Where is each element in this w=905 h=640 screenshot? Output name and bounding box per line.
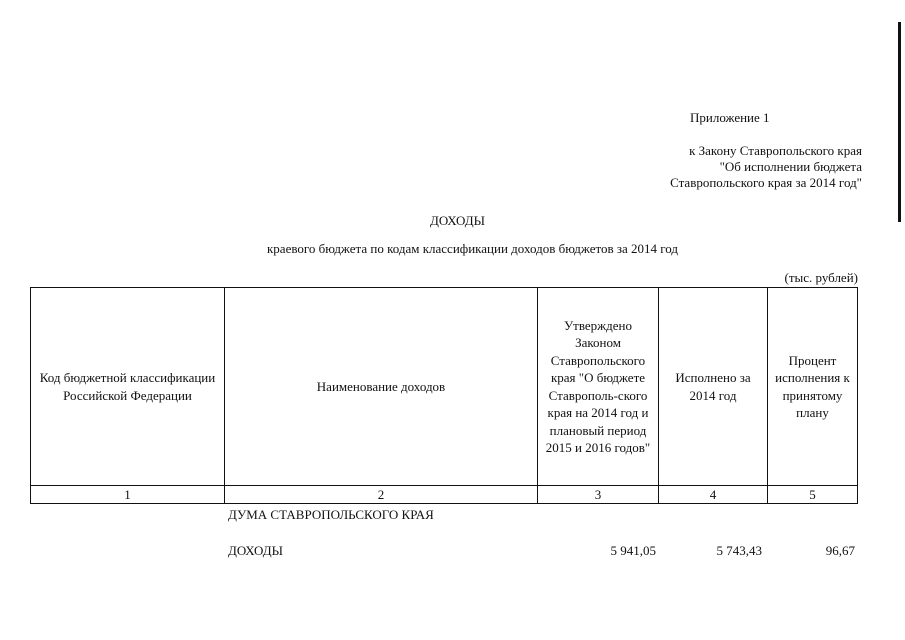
document-title: ДОХОДЫ xyxy=(430,213,485,228)
column-number: 1 xyxy=(31,486,225,504)
page-edge-mark xyxy=(898,22,901,222)
appendix-reference xyxy=(600,143,862,191)
column-number: 3 xyxy=(538,486,659,504)
revenue-table xyxy=(30,287,858,504)
column-number: 2 xyxy=(225,486,538,504)
section-heading: ДУМА СТАВРОПОЛЬСКОГО КРАЯ xyxy=(228,507,434,522)
header-approved: Утверждено Законом Ставропольского края "О бюджете Ставрополь-ского края на 2014 год и плановый период 2015 и 2016 годов" xyxy=(538,288,659,486)
appendix-line: "Об исполнении бюджета xyxy=(719,159,862,174)
header-percent: Процент исполнения к принятому плану xyxy=(768,288,858,486)
appendix-line: Ставропольского края за 2014 год" xyxy=(670,175,862,190)
header-executed: Исполнено за 2014 год xyxy=(659,288,768,486)
header-budget-code: Код бюджетной классификации Российской Федерации xyxy=(31,288,225,486)
units-note: (тыс. рублей) xyxy=(784,270,858,285)
column-number: 5 xyxy=(768,486,858,504)
appendix-line: к Закону Ставропольского края xyxy=(689,143,862,158)
table-header-row xyxy=(31,288,858,486)
column-number: 4 xyxy=(659,486,768,504)
row-executed-value: 5 743,43 xyxy=(716,543,762,558)
document-subtitle: краевого бюджета по кодам классификации доходов бюджетов за 2014 год xyxy=(266,241,679,256)
row-percent-value: 96,67 xyxy=(825,543,855,558)
header-revenue-name: Наименование доходов xyxy=(225,288,538,486)
column-number-row xyxy=(31,486,858,504)
row-approved-value: 5 941,05 xyxy=(610,543,656,558)
appendix-title: Приложение 1 xyxy=(690,110,770,125)
row-revenue-name: ДОХОДЫ xyxy=(228,543,283,558)
